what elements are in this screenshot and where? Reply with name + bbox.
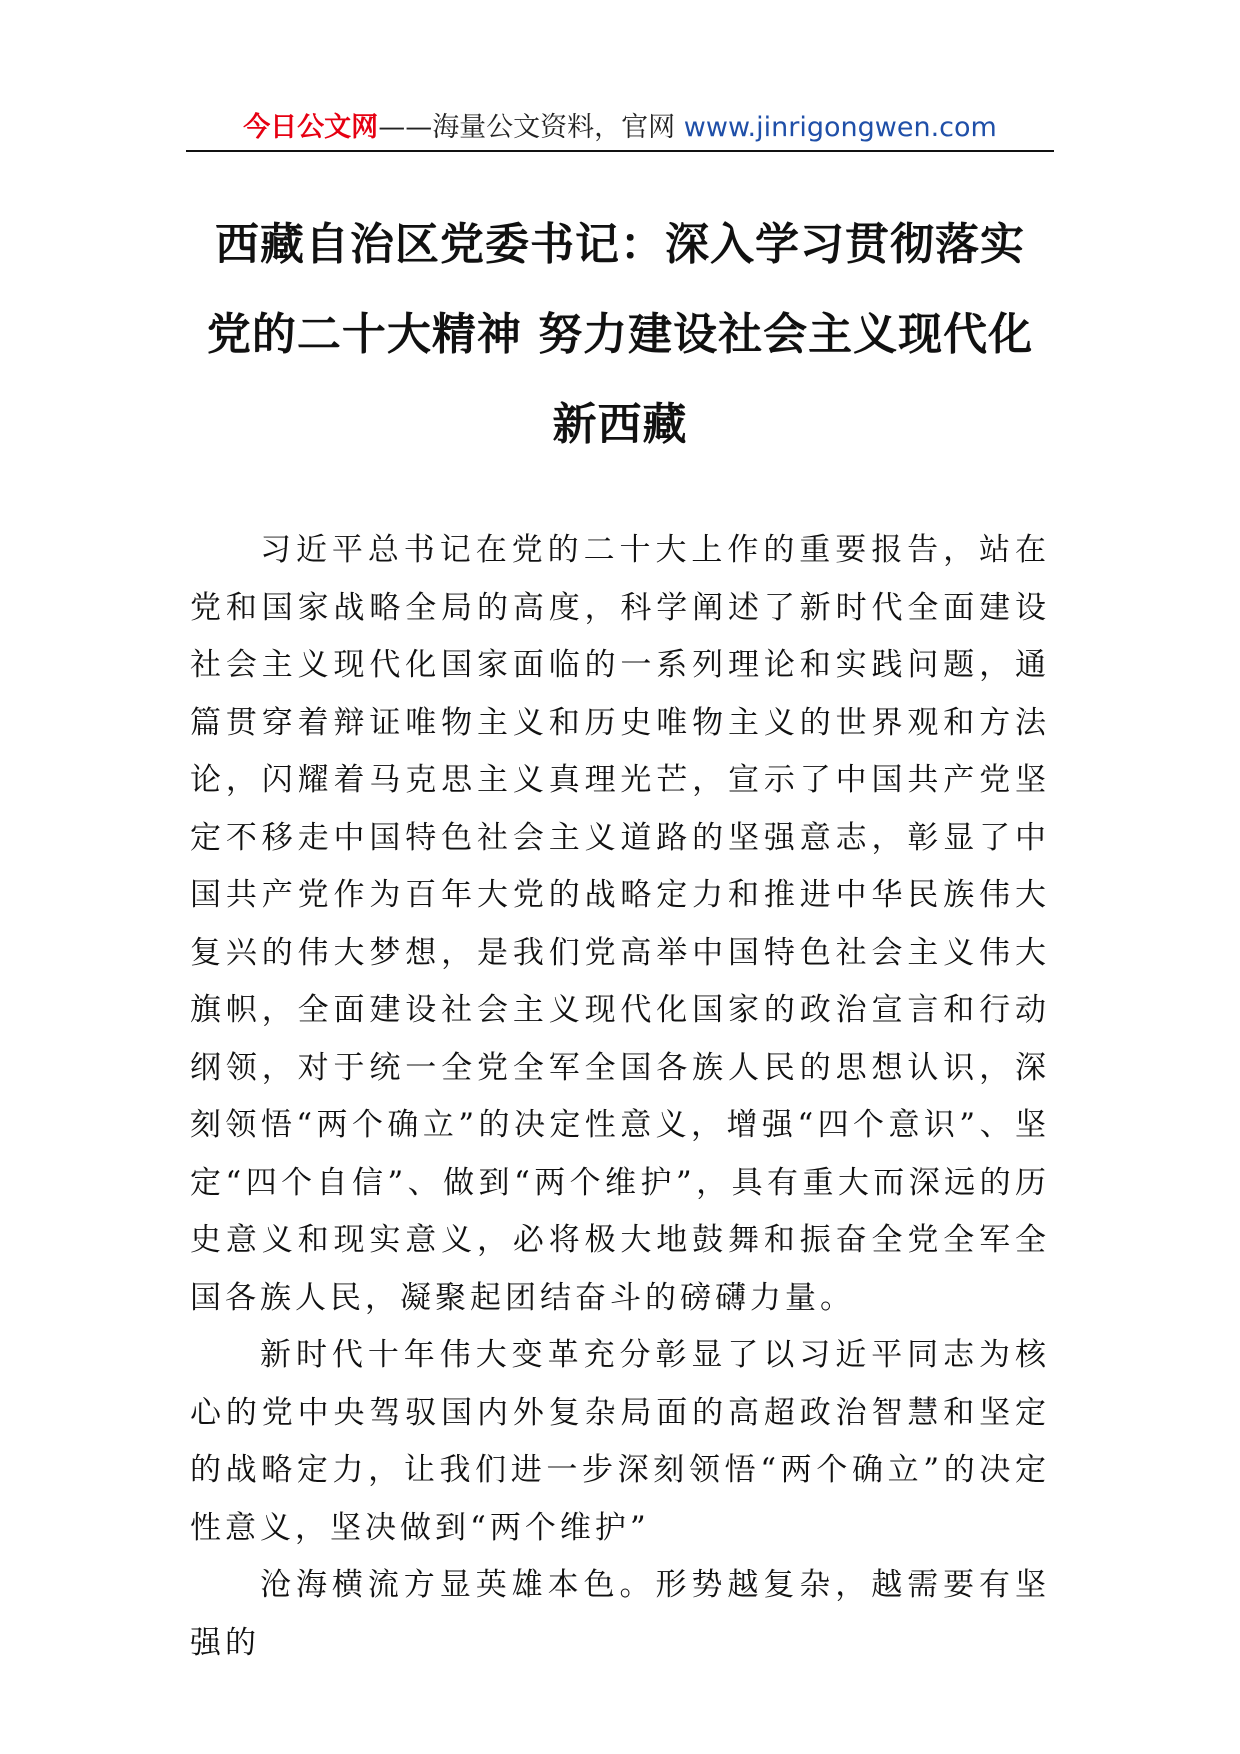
paragraph-3: 沧海横流方显英雄本色。形势越复杂，越需要有坚强的 (190, 1567, 1050, 1661)
article-title (186, 200, 1054, 470)
site-url-link[interactable]: www.jinrigongwen.com (683, 112, 997, 143)
paragraph-1: 习近平总书记在党的二十大上作的重要报告，站在党和国家战略全局的高度，科学阐述了新时代全面建设社会主义现代化国家面临的一系列理论和实践问题，通篇贯穿着辩证唯物主义和历史唯物主义的世界观和方法论，闪耀着马克思主义真理光芒，宣示了中国共产党坚定不移走中国特色社会主义道路的坚强意志，彰显了中国共产党作为百年大党的战略定力和推进中华民族伟大复兴的伟大梦想，是我们党高举中国特色社会主义伟大旗帜，全面建设社会主义现代化国家的政治宣言和行动纲领，对于统一全党全军全国各族人民的思想认识，深刻领悟“两个确立”的决定性意义，增强“四个意识”、坚定“四个自信”、做到“两个维护”，具有重大而深远的历史意义和现实意义，必将极大地鼓舞和振奋全党全军全国各族人民，凝聚起团结奋斗的磅礴力量。 (190, 532, 1050, 1316)
paragraph-2: 新时代十年伟大变革充分彰显了以习近平同志为核心的党中央驾驭国内外复杂局面的高超政治智慧和坚定的战略定力，让我们进一步深刻领悟“两个确立”的决定性意义，坚决做到“两个维护” (190, 1337, 1050, 1546)
title-line-3: 新西藏 (552, 399, 688, 450)
site-brand[interactable]: 今日公文网 (243, 112, 379, 143)
header-divider (186, 150, 1054, 152)
article-body (190, 522, 1050, 1672)
site-tagline: ——海量公文资料，官网 (378, 112, 684, 143)
title-line-1: 西藏自治区党委书记：深入学习贯彻落实 (215, 219, 1025, 270)
title-line-2: 党的二十大精神 努力建设社会主义现代化 (206, 309, 1034, 360)
site-header (186, 108, 1054, 148)
